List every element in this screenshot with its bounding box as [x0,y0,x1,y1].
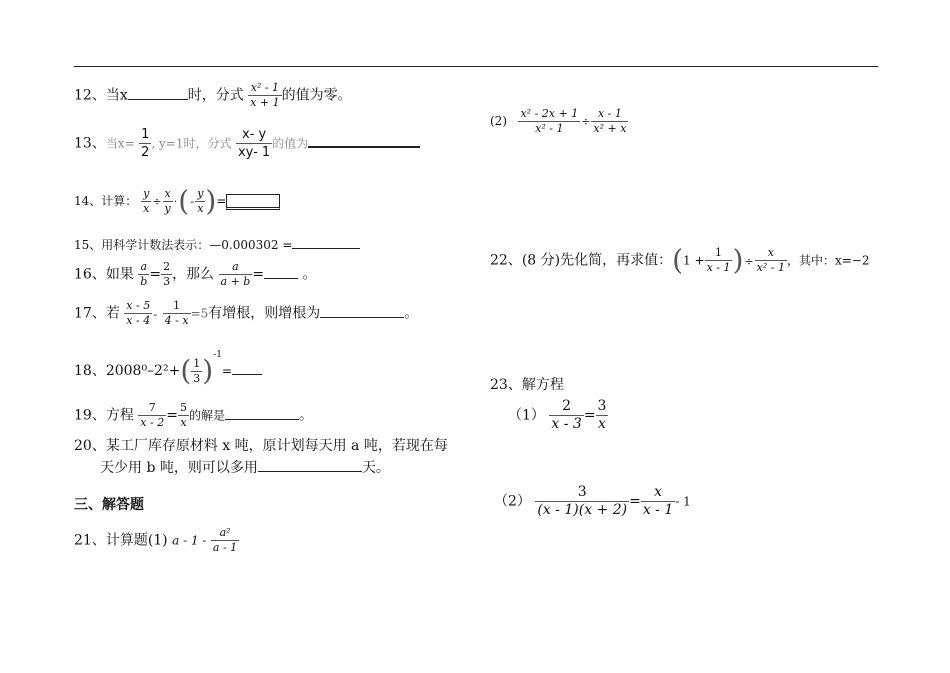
fraction: $\frac{3}{(x - 1)(x + 2)}$ [537,484,628,518]
fraction: $\frac{x - 1}{\text{x² + x}}$ [593,107,627,135]
fraction: $\frac{2}{x - 3}$ [551,398,582,432]
question-23-part-2: （2） $\frac{3}{(x - 1)(x + 2)}$ = $\frac{x}{x - 1}$ - 1 [494,484,691,518]
answer-blank[interactable] [320,305,404,318]
question-13: 13、当x= $\frac{1}{2}$ , y=1时，分式 $\frac{x- y}{xy- 1}$ 的值为 [74,126,420,161]
fraction: $\frac{1}{4 - x}$ [164,299,189,327]
answer-blank[interactable] [292,236,360,249]
question-19: 19、方程 $\frac{7}{x - 2}$ = $\frac{5}{x}$ 的解是 。 [74,401,313,429]
answer-blank[interactable] [308,145,420,148]
fraction: $\frac{y}{x}$ [143,187,150,215]
fraction: $\frac{x - 5}{x - 4}$ [126,299,151,327]
answer-blank[interactable] [128,87,188,100]
question-18: 18、2008⁰–2²+( $\frac{1}{3}$ )$^{-1}$= [74,346,262,386]
question-22: 22、(8 分)先化简，再求值：(1 + $\frac{1}{x - 1}$ )÷ $\frac{x}{\text{x² - 1}}$ ，其中：x=−2 [490,243,870,277]
fraction: $\frac{7}{x - 2}$ [140,401,165,429]
answer-blank[interactable] [258,459,362,472]
answer-blank[interactable] [264,266,298,279]
fraction: $\frac{1}{3}$ [193,356,201,385]
fraction-half: $\frac{1}{2}$ [141,127,150,160]
fraction: $\frac{3}{x}$ [597,398,607,432]
fraction: $\frac{x}{x - 1}$ [642,484,674,518]
fraction: $\frac{a}{b}$ [140,260,148,288]
question-21-part-2: (2) $\frac{\text{x² - 2x + 1}}{\text{x² - 1}}$ ÷ $\frac{x - 1}{\text{x² + x}}$ [490,107,627,135]
question-12: 12、当x 时，分式 $\frac{\text{x² - 1}}{x + 1}$ 的值为零。 [74,81,352,109]
question-15: 15、用科学计数法表示：—0.000302 = [74,236,360,254]
question-23-part-1: （1） $\frac{2}{x - 3}$ = $\frac{3}{x}$ [508,398,607,432]
section-title: 三、解答题 [74,497,144,513]
fraction: $\frac{\text{x² - 2x + 1}}{\text{x² - 1}}$ [520,107,579,135]
fraction: $\frac{a}{a + b}$ [220,260,251,288]
top-rule [74,66,878,67]
fraction: $\frac{\text{a²}}{a - 1}$ [212,526,238,554]
question-16: 16、如果 $\frac{a}{b}$ = $\frac{2}{3}$ ，那么 $\frac{a}{a + b}$ = 。 [74,260,317,288]
answer-box[interactable] [226,194,280,210]
question-21: 21、计算题(1) a - 1 - $\frac{\text{a²}}{a - 1}$ [74,526,238,554]
fraction: $\frac{5}{x}$ [179,401,187,429]
answer-blank[interactable] [225,407,299,420]
question-14: 14、计算： $\frac{y}{x}$ ÷ $\frac{x}{y}$ ·(- $\frac{y}{x}$ )= [74,187,280,216]
fraction: $\frac{1}{x - 1}$ [706,246,731,274]
answer-blank[interactable] [232,362,262,375]
question-17: 17、若 $\frac{x - 5}{x - 4}$ - $\frac{1}{4 - x}$ =5有增根，则增根为 。 [74,299,419,327]
question-20: 20、某工厂库存原材料 x 吨，原计划每天用 a 吨，若现在每 天少用 b 吨，则可以多用 天。 [74,438,448,476]
question-23-title: 23、解方程 [490,377,564,393]
fraction: $\frac{x}{y}$ [164,187,171,215]
fraction: $\frac{2}{3}$ [163,260,171,288]
fraction: $\frac{\text{x² - 1}}{x + 1}$ [250,81,280,109]
fraction: $\frac{y}{x}$ [197,187,204,215]
fraction: $\frac{x}{\text{x² - 1}}$ [756,246,785,274]
fraction: $\frac{x- y}{xy- 1}$ [237,127,271,160]
